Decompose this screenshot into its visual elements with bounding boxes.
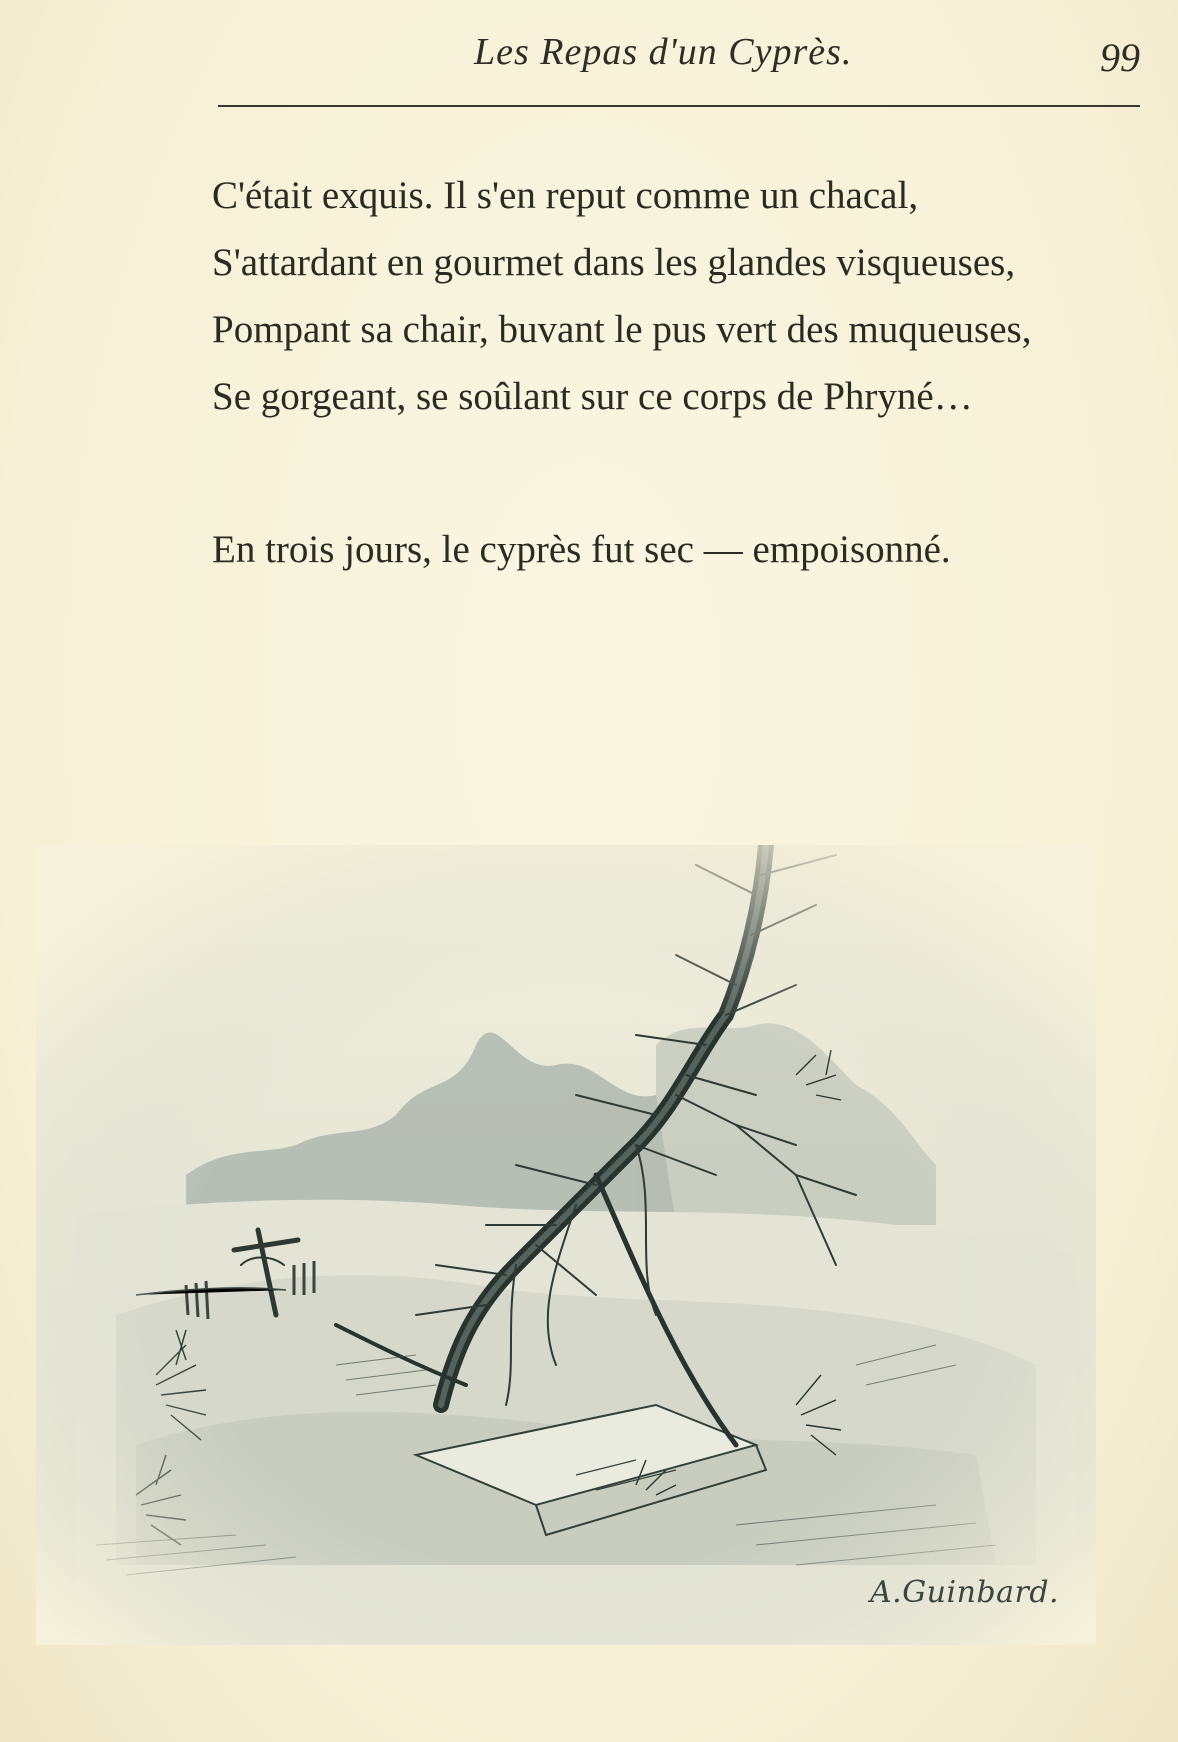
poem-line-3: Pompant sa chair, buvant le pus vert des muqueuses, — [212, 308, 1032, 351]
poem-text — [212, 162, 1152, 583]
poem-closing-line: En trois jours, le cyprès fut sec — empoisonné. — [212, 528, 951, 571]
stanza-gap — [212, 430, 1152, 516]
artist-signature: A.Guinbard. — [870, 1575, 1060, 1610]
poem-line-4: Se gorgeant, se soûlant sur ce corps de Phryné… — [212, 375, 973, 418]
running-title: Les Repas d'un Cyprès. — [474, 31, 853, 73]
header-rule — [218, 105, 1140, 107]
poem-line-2: S'attardant en gourmet dans les glandes visqueuses, — [212, 241, 1016, 284]
running-header — [218, 22, 1140, 82]
engraving-illustration — [36, 845, 1096, 1645]
page-number: 99 — [1100, 35, 1140, 80]
poem-line-1: C'était exquis. Il s'en reput comme un chacal, — [212, 174, 919, 217]
fallen-cypress-engraving — [36, 845, 1096, 1645]
edge-vignette — [36, 845, 1096, 1645]
